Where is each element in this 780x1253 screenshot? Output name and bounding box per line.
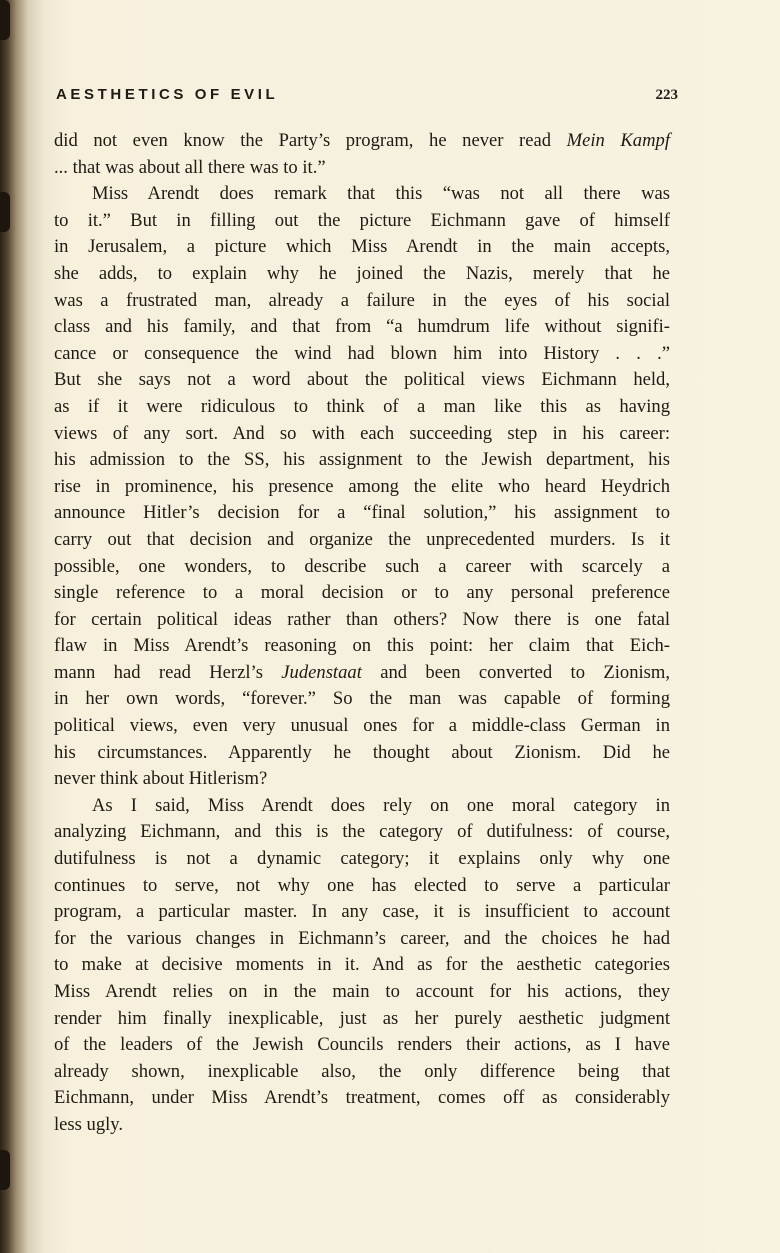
binding-shadow [0, 0, 10, 40]
text-line: rise in prominence, his presence among the elite who heard Heydrich [54, 475, 670, 497]
text-line: as if it were ridiculous to think of a man like this as having [54, 395, 670, 417]
text-line: program, a particular master. In any case, it is insufficient to account [54, 901, 670, 923]
text-line: his admission to the SS, his assignment to the Jewish department, his [54, 449, 670, 471]
running-title: AESTHETICS OF EVIL [56, 86, 279, 103]
text-line: ... that was about all there was to it.” [54, 156, 326, 178]
body-text [54, 128, 670, 1139]
binding-shadow [0, 192, 10, 232]
text-line: in Jerusalem, a picture which Miss Arendt in the main accepts, [54, 236, 670, 258]
text-line: never think about Hitlerism? [54, 768, 268, 790]
binding-shadow [0, 1150, 10, 1190]
text-line: single reference to a moral decision or to any personal preference [54, 582, 670, 604]
text-line: flaw in Miss Arendt’s reasoning on this point: her claim that Eich- [54, 635, 670, 657]
text-line: As I said, Miss Arendt does rely on one moral category in [92, 794, 670, 816]
text-line: continues to serve, not why one has elected to serve a particular [54, 874, 670, 896]
text-line: already shown, inexplicable also, the only difference being that [54, 1060, 670, 1082]
text-line: his circumstances. Apparently he thought about Zionism. Did he [54, 741, 670, 763]
text-line: to it.” But in filling out the picture Eichmann gave of himself [54, 209, 670, 231]
text-line: she adds, to explain why he joined the Nazis, merely that he [54, 262, 670, 284]
page-number: 223 [655, 87, 678, 103]
text-line: was a frustrated man, already a failure in the eyes of his social [54, 289, 670, 311]
text-line: for the various changes in Eichmann’s career, and the choices he had [54, 927, 670, 949]
text-line: Eichmann, under Miss Arendt’s treatment, comes off as considerably [54, 1087, 670, 1109]
text-line: cance or consequence the wind had blown him into History . . .” [54, 342, 670, 364]
text-line: political views, even very unusual ones for a middle-class German in [54, 715, 670, 737]
text-line: in her own words, “forever.” So the man was capable of forming [54, 688, 670, 710]
text-line: But she says not a word about the political views Eichmann held, [54, 369, 670, 391]
text-line: mann had read Herzl’s Judenstaat and been converted to Zionism, [54, 661, 671, 683]
text-line: possible, one wonders, to describe such a career with scarcely a [54, 555, 670, 577]
text-line: render him finally inexplicable, just as her purely aesthetic judgment [54, 1007, 670, 1029]
text-line: class and his family, and that from “a humdrum life without signifi- [54, 316, 670, 338]
text-line: views of any sort. And so with each succeeding step in his career: [54, 422, 670, 444]
text-line: less ugly. [54, 1113, 124, 1135]
text-line: dutifulness is not a dynamic category; it explains only why one [54, 848, 670, 870]
text-line: Miss Arendt does remark that this “was not all there was [92, 183, 670, 205]
text-line: Miss Arendt relies on in the main to account for his actions, they [54, 981, 670, 1002]
text-line: to make at decisive moments in it. And as for the aesthetic categories [54, 954, 670, 976]
text-line: of the leaders of the Jewish Councils renders their actions, as I have [54, 1034, 670, 1056]
text-line: announce Hitler’s decision for a “final solution,” his assignment to [54, 502, 670, 524]
text-line: did not even know the Party’s program, he never read Mein Kampf [54, 130, 670, 151]
text-line: carry out that decision and organize the unprecedented murders. Is it [54, 528, 670, 550]
text-line: analyzing Eichmann, and this is the category of dutifulness: of course, [54, 821, 670, 843]
running-head [56, 86, 678, 108]
text-line: for certain political ideas rather than others? Now there is one fatal [54, 608, 670, 630]
